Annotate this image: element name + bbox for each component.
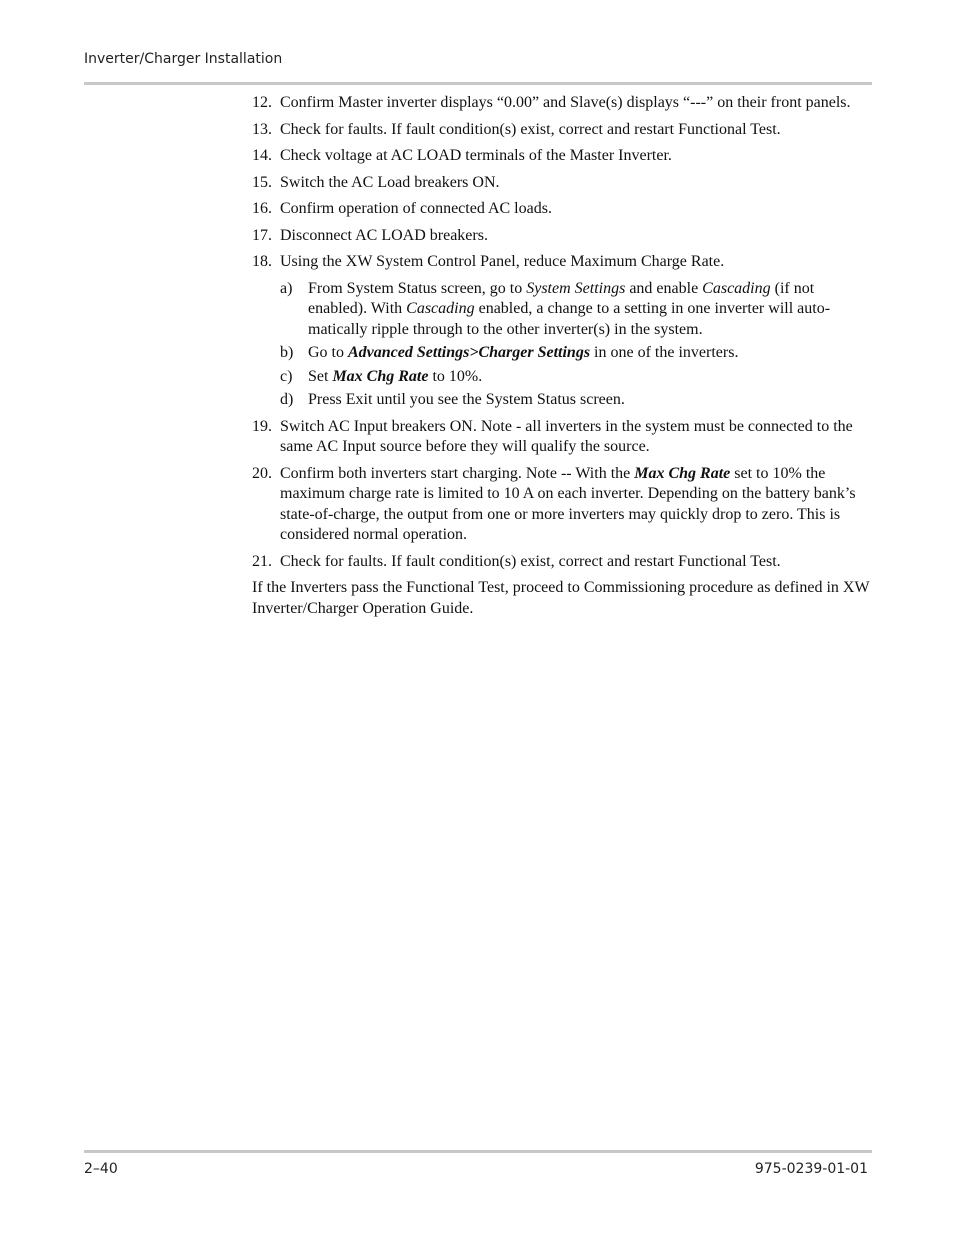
setting-name: Cascading: [702, 279, 771, 297]
step-number: 17.: [252, 226, 272, 244]
page-number: 2–40: [84, 1161, 118, 1177]
step-19: [252, 417, 872, 458]
step-16: [252, 199, 872, 220]
step-number: 14.: [252, 147, 272, 164]
step-number: 12.: [252, 94, 272, 111]
closing-paragraph: If the Inverters pass the Functional Test, proceed to Commissioning procedure as defined in XW Inverter/Charger Operation Guide.: [252, 579, 870, 617]
step-text: Switch the AC Load breakers ON.: [280, 173, 500, 191]
step-number: 18.: [252, 253, 272, 270]
step-text: Check for faults. If fault condition(s) exist, correct and restart Functional Test.: [280, 120, 781, 138]
substep-b: [280, 343, 872, 364]
setting-name: Max Chg Rate: [332, 367, 429, 385]
step-text: Using the XW System Control Panel, reduce Maximum Charge Rate.: [280, 253, 725, 270]
step-21: [252, 552, 872, 573]
substep-letter: b): [280, 344, 294, 361]
step-18: [252, 252, 872, 411]
step-14: [252, 146, 872, 167]
step-text: Check for faults. If fault condition(s) exist, correct and restart Functional Test.: [280, 552, 781, 570]
substep-letter: a): [280, 279, 293, 297]
step-17: [252, 226, 872, 247]
step-text: Confirm both inverters start charging. Note -- With the Max Chg Rate set to 10% the maximum charge rate is limited to 10 A on each inverter. Depending on the battery bank’s state-of-charge, the output from one or more inverters may quickly drop to zero. This is considered normal operation.: [280, 464, 856, 543]
header-divider: [84, 82, 872, 85]
document-number: 975-0239-01-01: [754, 1161, 868, 1177]
substep-d: [280, 390, 872, 411]
setting-name: Cascading: [406, 300, 475, 317]
substep-text: Go to Advanced Settings>Charger Settings in one of the inverters.: [308, 344, 739, 361]
step-text: Confirm Master inverter displays “0.00” and Slave(s) displays “---” on their front panels.: [280, 94, 851, 111]
step-13: [252, 120, 872, 141]
substep-letter: d): [280, 391, 294, 408]
substep-a: [280, 279, 872, 341]
substep-list: [280, 279, 872, 411]
substep-text: Press Exit until you see the System Status screen.: [308, 391, 625, 408]
step-text: Disconnect AC LOAD breakers.: [280, 226, 488, 244]
page-body: [252, 93, 872, 619]
running-header: Inverter/Charger Installation: [84, 51, 283, 67]
menu-path: Advanced Settings>Charger Settings: [348, 344, 591, 361]
step-number: 16.: [252, 200, 272, 217]
menu-name: System Settings: [526, 279, 626, 297]
step-text: Switch AC Input breakers ON. Note - all inverters in the system must be connected to the same AC Input source before they will qualify the source.: [280, 417, 853, 455]
step-15: [252, 173, 872, 194]
substep-text: Set Max Chg Rate to 10%.: [308, 367, 483, 385]
substep-c: [280, 367, 872, 388]
footer-divider: [84, 1150, 872, 1153]
step-number: 15.: [252, 173, 272, 191]
step-text: Check voltage at AC LOAD terminals of the Master Inverter.: [280, 147, 672, 164]
substep-letter: c): [280, 367, 293, 385]
step-number: 20.: [252, 464, 272, 482]
step-number: 13.: [252, 120, 272, 138]
step-12: [252, 93, 872, 114]
step-number: 21.: [252, 552, 272, 570]
substep-text: From System Status screen, go to System Settings and enable Cascading (if not enabled). With Cascading enabled, a change to a setting in one inverter will auto-matically ripple through to the other inverter(s) in the system.: [308, 279, 831, 338]
step-number: 19.: [252, 417, 272, 435]
setting-name: Max Chg Rate: [634, 464, 731, 482]
step-text: Confirm operation of connected AC loads.: [280, 200, 552, 217]
step-20: [252, 464, 872, 546]
